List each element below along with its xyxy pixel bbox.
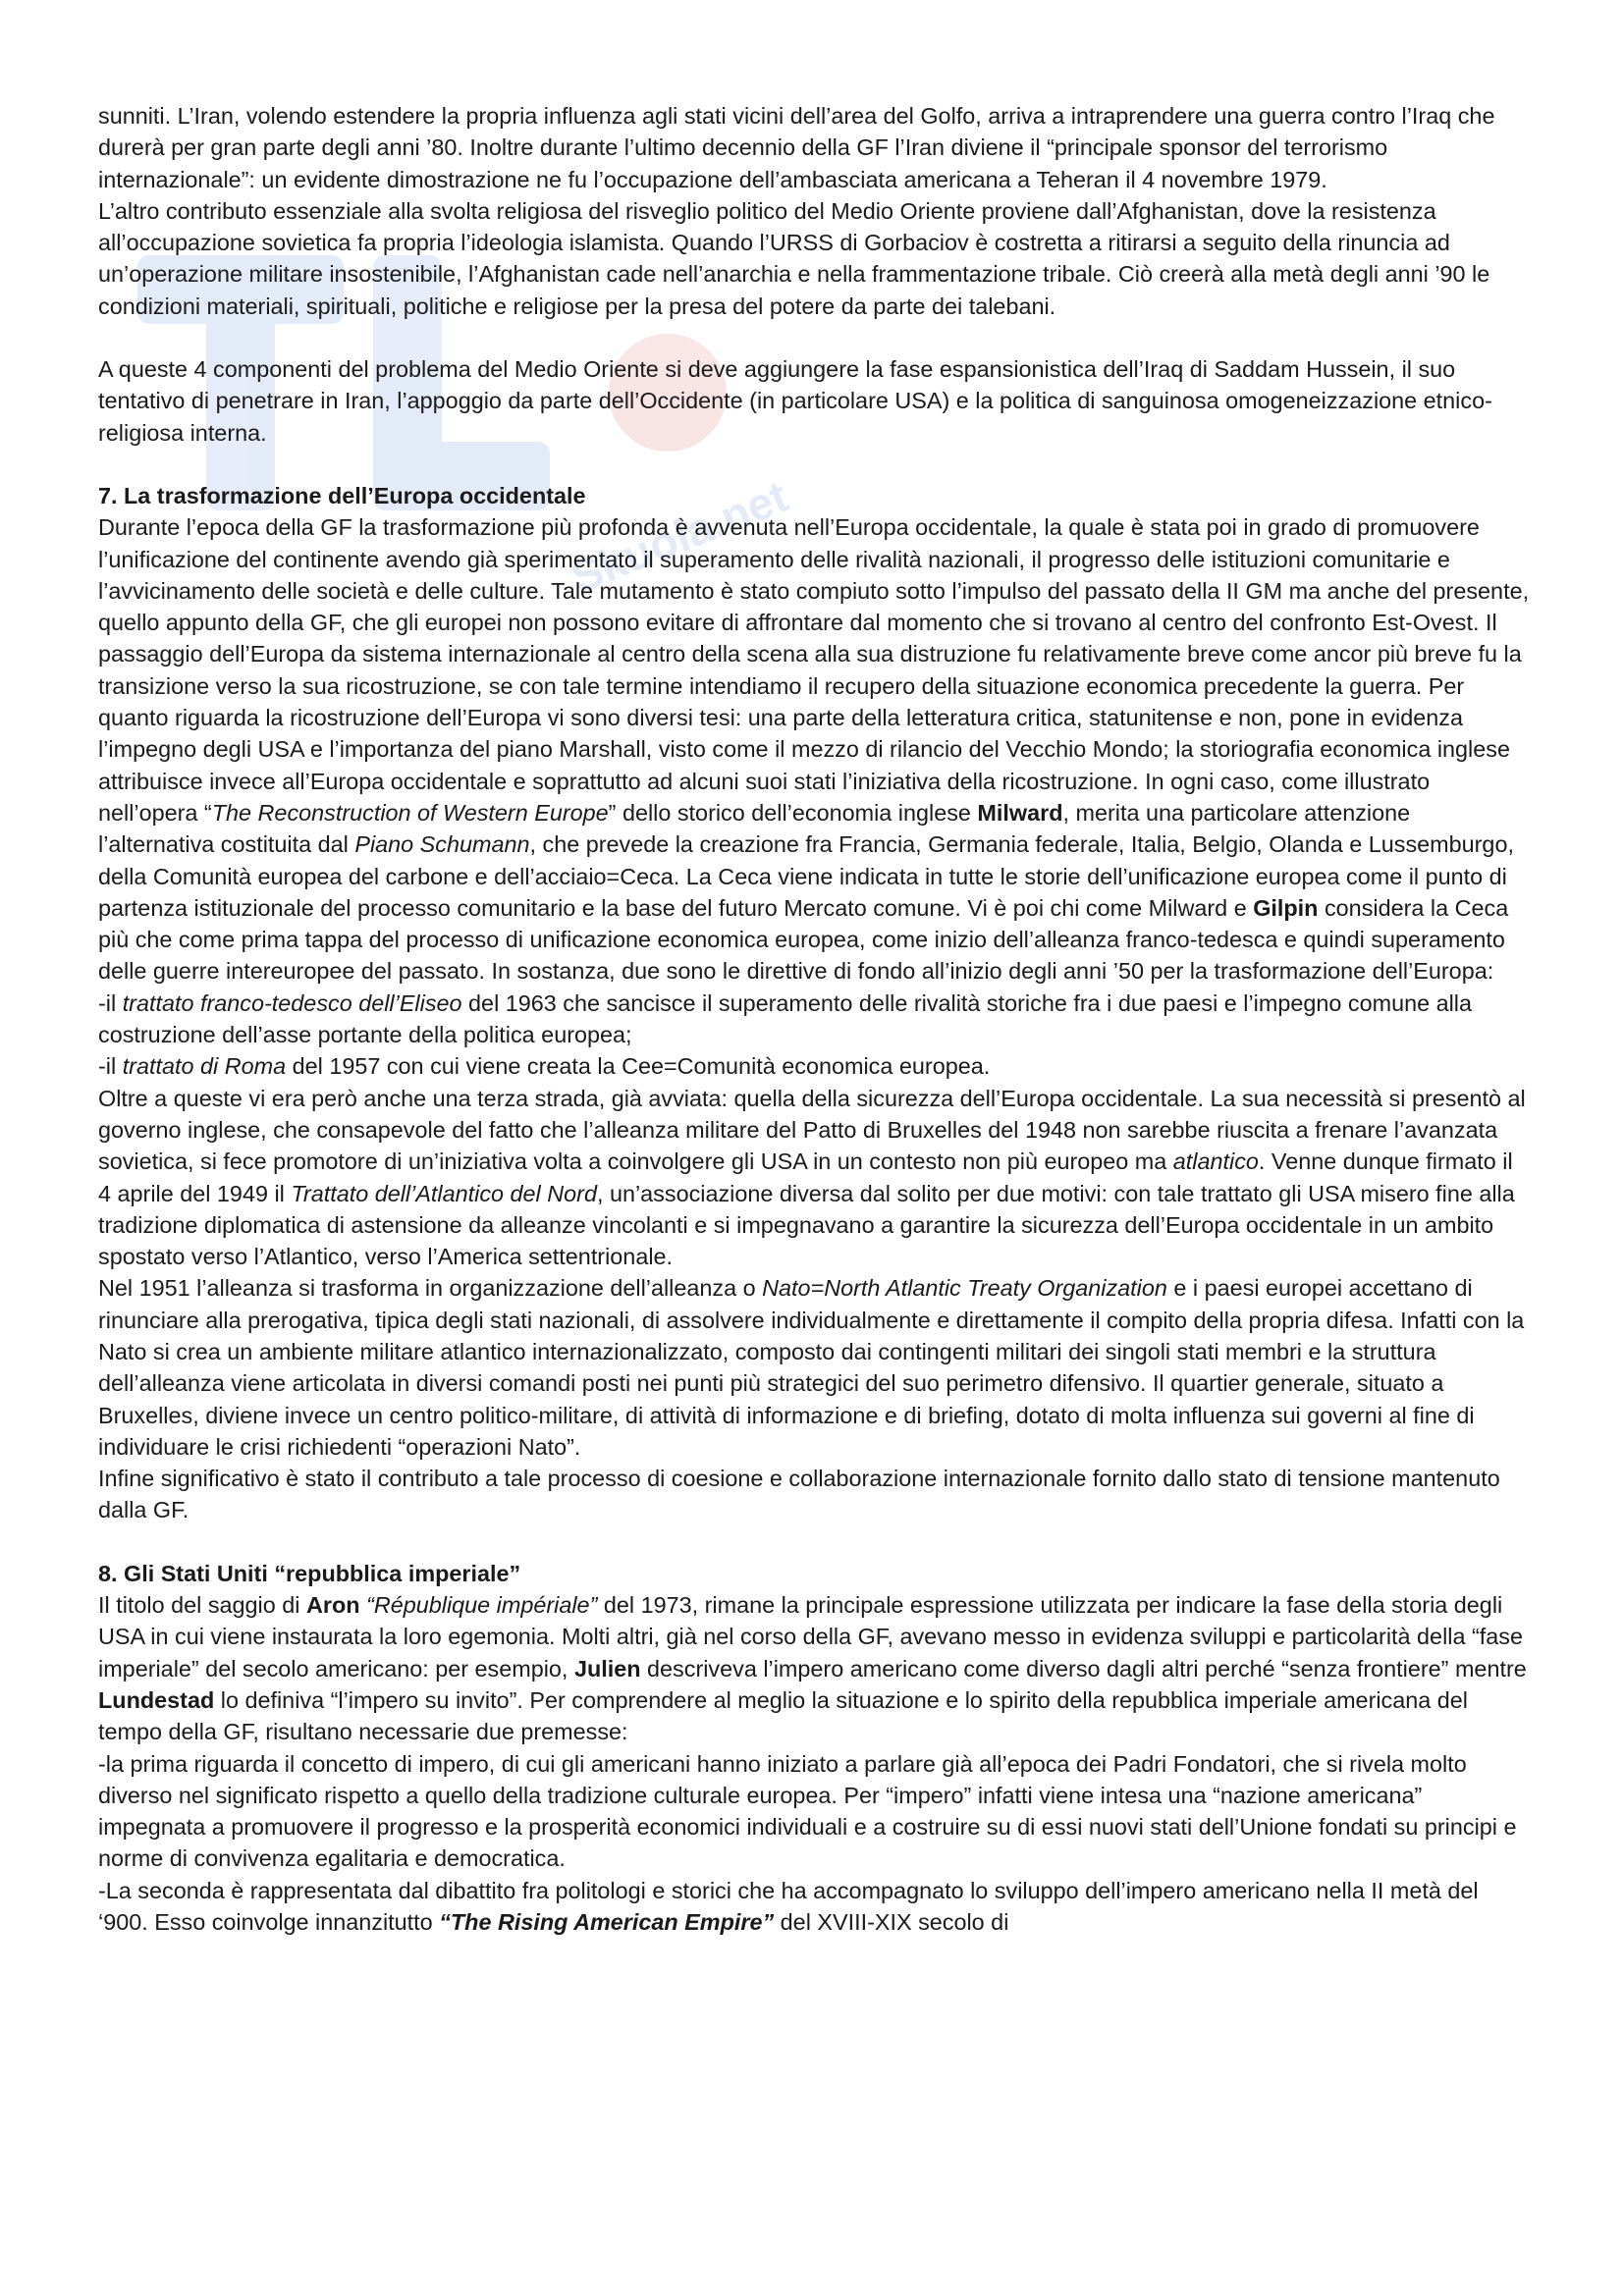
document-body <box>98 100 1532 1938</box>
paragraph-afghanistan: L’altro contributo essenziale alla svolta religiosa del risveglio politico del Medio Oriente proviene dall’Afghanistan, dove la resistenza all’occupazione sovietica fa propria l’ideologia islamista. Quando l’URSS di Gorbaciov è costretta a ritirarsi a seguito della rinuncia ad un’operazione militare insostenibile, l’Afghanistan cade nell’anarchia e nella frammentazione tribale. Ciò creerà alla metà degli anni ’90 le condizioni materiali, spirituali, politiche e religiose per la presa del potere da parte dei talebani. <box>98 197 1490 319</box>
section-8-list-item-1: -la prima riguarda il concetto di impero, di cui gli americani hanno iniziato a parlare già all’epoca dei Padri Fondatori, che si rivela molto diverso nel significato rispetto a quello della tradizione culturale europea. Per “impero” infatti viene intesa una “nazione americana” impegnata a promuovere il progresso e la prosperità economici individuali e a costruire su di essi nuovi stati dell’Unione fondati su principi e norme di convivenza egalitaria e democratica. <box>98 1750 1517 1872</box>
section-7-list-item-2: -il trattato di Roma del 1957 con cui viene creata la Cee=Comunità economica europea. <box>98 1053 991 1080</box>
section-7-paragraph-4: Infine significativo è stato il contributo a tale processo di coesione e collaborazione internazionale fornito dallo stato di tensione mantenuto dalla GF. <box>98 1466 1500 1523</box>
section-8-paragraph-1: Il titolo del saggio di Aron “République impériale” del 1973, rimane la principale espressione utilizzata per indicare la fase della storia degli USA in cui viene instaurata la loro egemonia. Molti altri, già nel corso della GF, avevano messo in evidenza sviluppi e particolarità della “fase imperiale” del secolo americano: per esempio, Julien descriveva l’impero americano come diverso dagli altri perché “senza frontiere” mentre Lundestad lo definiva “l’impero su invito”. Per comprendere al meglio la situazione e lo spirito della repubblica imperiale americana del tempo della GF, risultano necessarie due premesse: <box>98 1592 1527 1745</box>
paragraph-iran: sunniti. L’Iran, volendo estendere la propria influenza agli stati vicini dell’area del Golfo, arriva a intraprendere una guerra contro l’Iraq che durerà per gran parte degli anni ’80. Inoltre durante l’ultimo decennio della GF l’Iran diviene il “principale sponsor del terrorismo internazionale”: un evidente dimostrazione ne fu l’occupazione dell’ambasciata americana a Teheran il 4 novembre 1979. <box>98 103 1495 192</box>
section-7-paragraph-2: Oltre a queste vi era però anche una terza strada, già avviata: quella della sicurezza dell’Europa occidentale. La sua necessità si presentò al governo inglese, che consapevole del fatto che l’alleanza militare del Patto di Bruxelles del 1948 non sarebbe riuscita a frenare l’avanzata sovietica, si fece promotore di un’iniziativa volta a coinvolgere gli USA in un contesto non più europeo ma atlantico. Venne dunque firmato il 4 aprile del 1949 il Trattato dell’Atlantico del Nord, un’associazione diversa dal solito per due motivi: con tale trattato gli USA misero fine alla tradizione diplomatica di astensione da alleanze vincolanti e si impegnavano a garantire la sicurezza dell’Europa occidentale in un ambito spostato verso l’Atlantico, verso l’America settentrionale. <box>98 1085 1526 1270</box>
paragraph-iraq: A queste 4 componenti del problema del Medio Oriente si deve aggiungere la fase espansionistica dell’Iraq di Saddam Hussein, il suo tentativo di penetrare in Iran, l’appoggio da parte dell’Occidente (in particolare USA) e la politica di sanguinosa omogeneizzazione etnico-religiosa interna. <box>98 356 1492 446</box>
section-7-paragraph-1: Durante l’epoca della GF la trasformazione più profonda è avvenuta nell’Europa occidentale, la quale è stata poi in grado di promuovere l’unificazione del continente avendo già sperimentato il superamento delle rivalità nazionali, il progresso delle istituzioni comunitarie e l’avvicinamento delle società e delle culture. Tale mutamento è stato compiuto sotto l’impulso del passato della II GM ma anche del presente, quello appunto della GF, che gli europei non possono evitare di affrontare dal momento che si trovano al centro del confronto Est-Ovest. Il passaggio dell’Europa da sistema internazionale al centro della scena alla sua distruzione fu relativamente breve come ancor più breve fu la transizione verso la sua ricostruzione, se con tale termine intendiamo il recupero della situazione economica precedente la guerra. Per quanto riguarda la ricostruzione dell’Europa vi sono diversi tesi: una parte della letteratura critica, statunitense e non, pone in evidenza l’impegno degli USA e l’importanza del piano Marshall, visto come il mezzo di rilancio del Vecchio Mondo; la storiografia economica inglese attribuisce invece all’Europa occidentale e soprattutto ad alcuni suoi stati l’iniziativa della ricostruzione. In ogni caso, come illustrato nell’opera “The Reconstruction of Western Europe” dello storico dell’economia inglese Milward, merita una particolare attenzione l’alternativa costituita dal Piano Schumann, che prevede la creazione fra Francia, Germania federale, Italia, Belgio, Olanda e Lussemburgo, della Comunità europea del carbone e dell’acciaio=Ceca. La Ceca viene indicata in tutte le storie dell’unificazione europea come il punto di partenza istituzionale del processo comunitario e la base del futuro Mercato comune. Vi è poi chi come Milward e Gilpin considera la Ceca più che come prima tappa del processo di unificazione economica europea, come inizio dell’alleanza franco-tedesca e quindi superamento delle guerre intereuropee del passato. In sostanza, due sono le direttive di fondo all’inizio degli anni ’50 per la trasformazione dell’Europa: <box>98 514 1530 985</box>
section-7-list-item-1: -il trattato franco-tedesco dell’Eliseo del 1963 che sancisce il superamento delle rivalità storiche fra i due paesi e l’impegno comune alla costruzione dell’asse portante della politica europea; <box>98 989 1473 1048</box>
paragraph-gap <box>98 449 1532 480</box>
paragraph-gap <box>98 322 1532 353</box>
section-7-paragraph-3: Nel 1951 l’alleanza si trasforma in organizzazione dell’alleanza o Nato=North Atlantic Treaty Organization e i paesi europei accettano di rinunciare alla prerogativa, tipica degli stati nazionali, di assolvere individualmente e direttamente il compito della propria difesa. Infatti con la Nato si crea un ambiente militare atlantico internazionalizzato, composto dai contingenti militari dei singoli stati membri e la struttura dell’alleanza viene articolata in diversi comandi posti nei punti più strategici del suo perimetro difensivo. Il quartier generale, situato a Bruxelles, diviene invece un centro politico-militare, di attività di informazione e di briefing, dotato di molta influenza sui governi al fine di individuare le crisi richiedenti “operazioni Nato”. <box>98 1275 1525 1460</box>
section-7-heading: 7. La trasformazione dell’Europa occidentale <box>98 482 586 508</box>
section-8-list-item-2: -La seconda è rappresentata dal dibattito fra politologi e storici che ha accompagnato lo sviluppo dell’impero americano nella II metà del ‘900. Esso coinvolge innanzitutto “The Rising American Empire” del XVIII-XIX secolo di <box>98 1877 1479 1936</box>
watermark-text: Skuola.net <box>564 469 795 604</box>
section-8-heading: 8. Gli Stati Uniti “repubblica imperiale” <box>98 1560 521 1586</box>
paragraph-gap <box>98 1526 1532 1558</box>
